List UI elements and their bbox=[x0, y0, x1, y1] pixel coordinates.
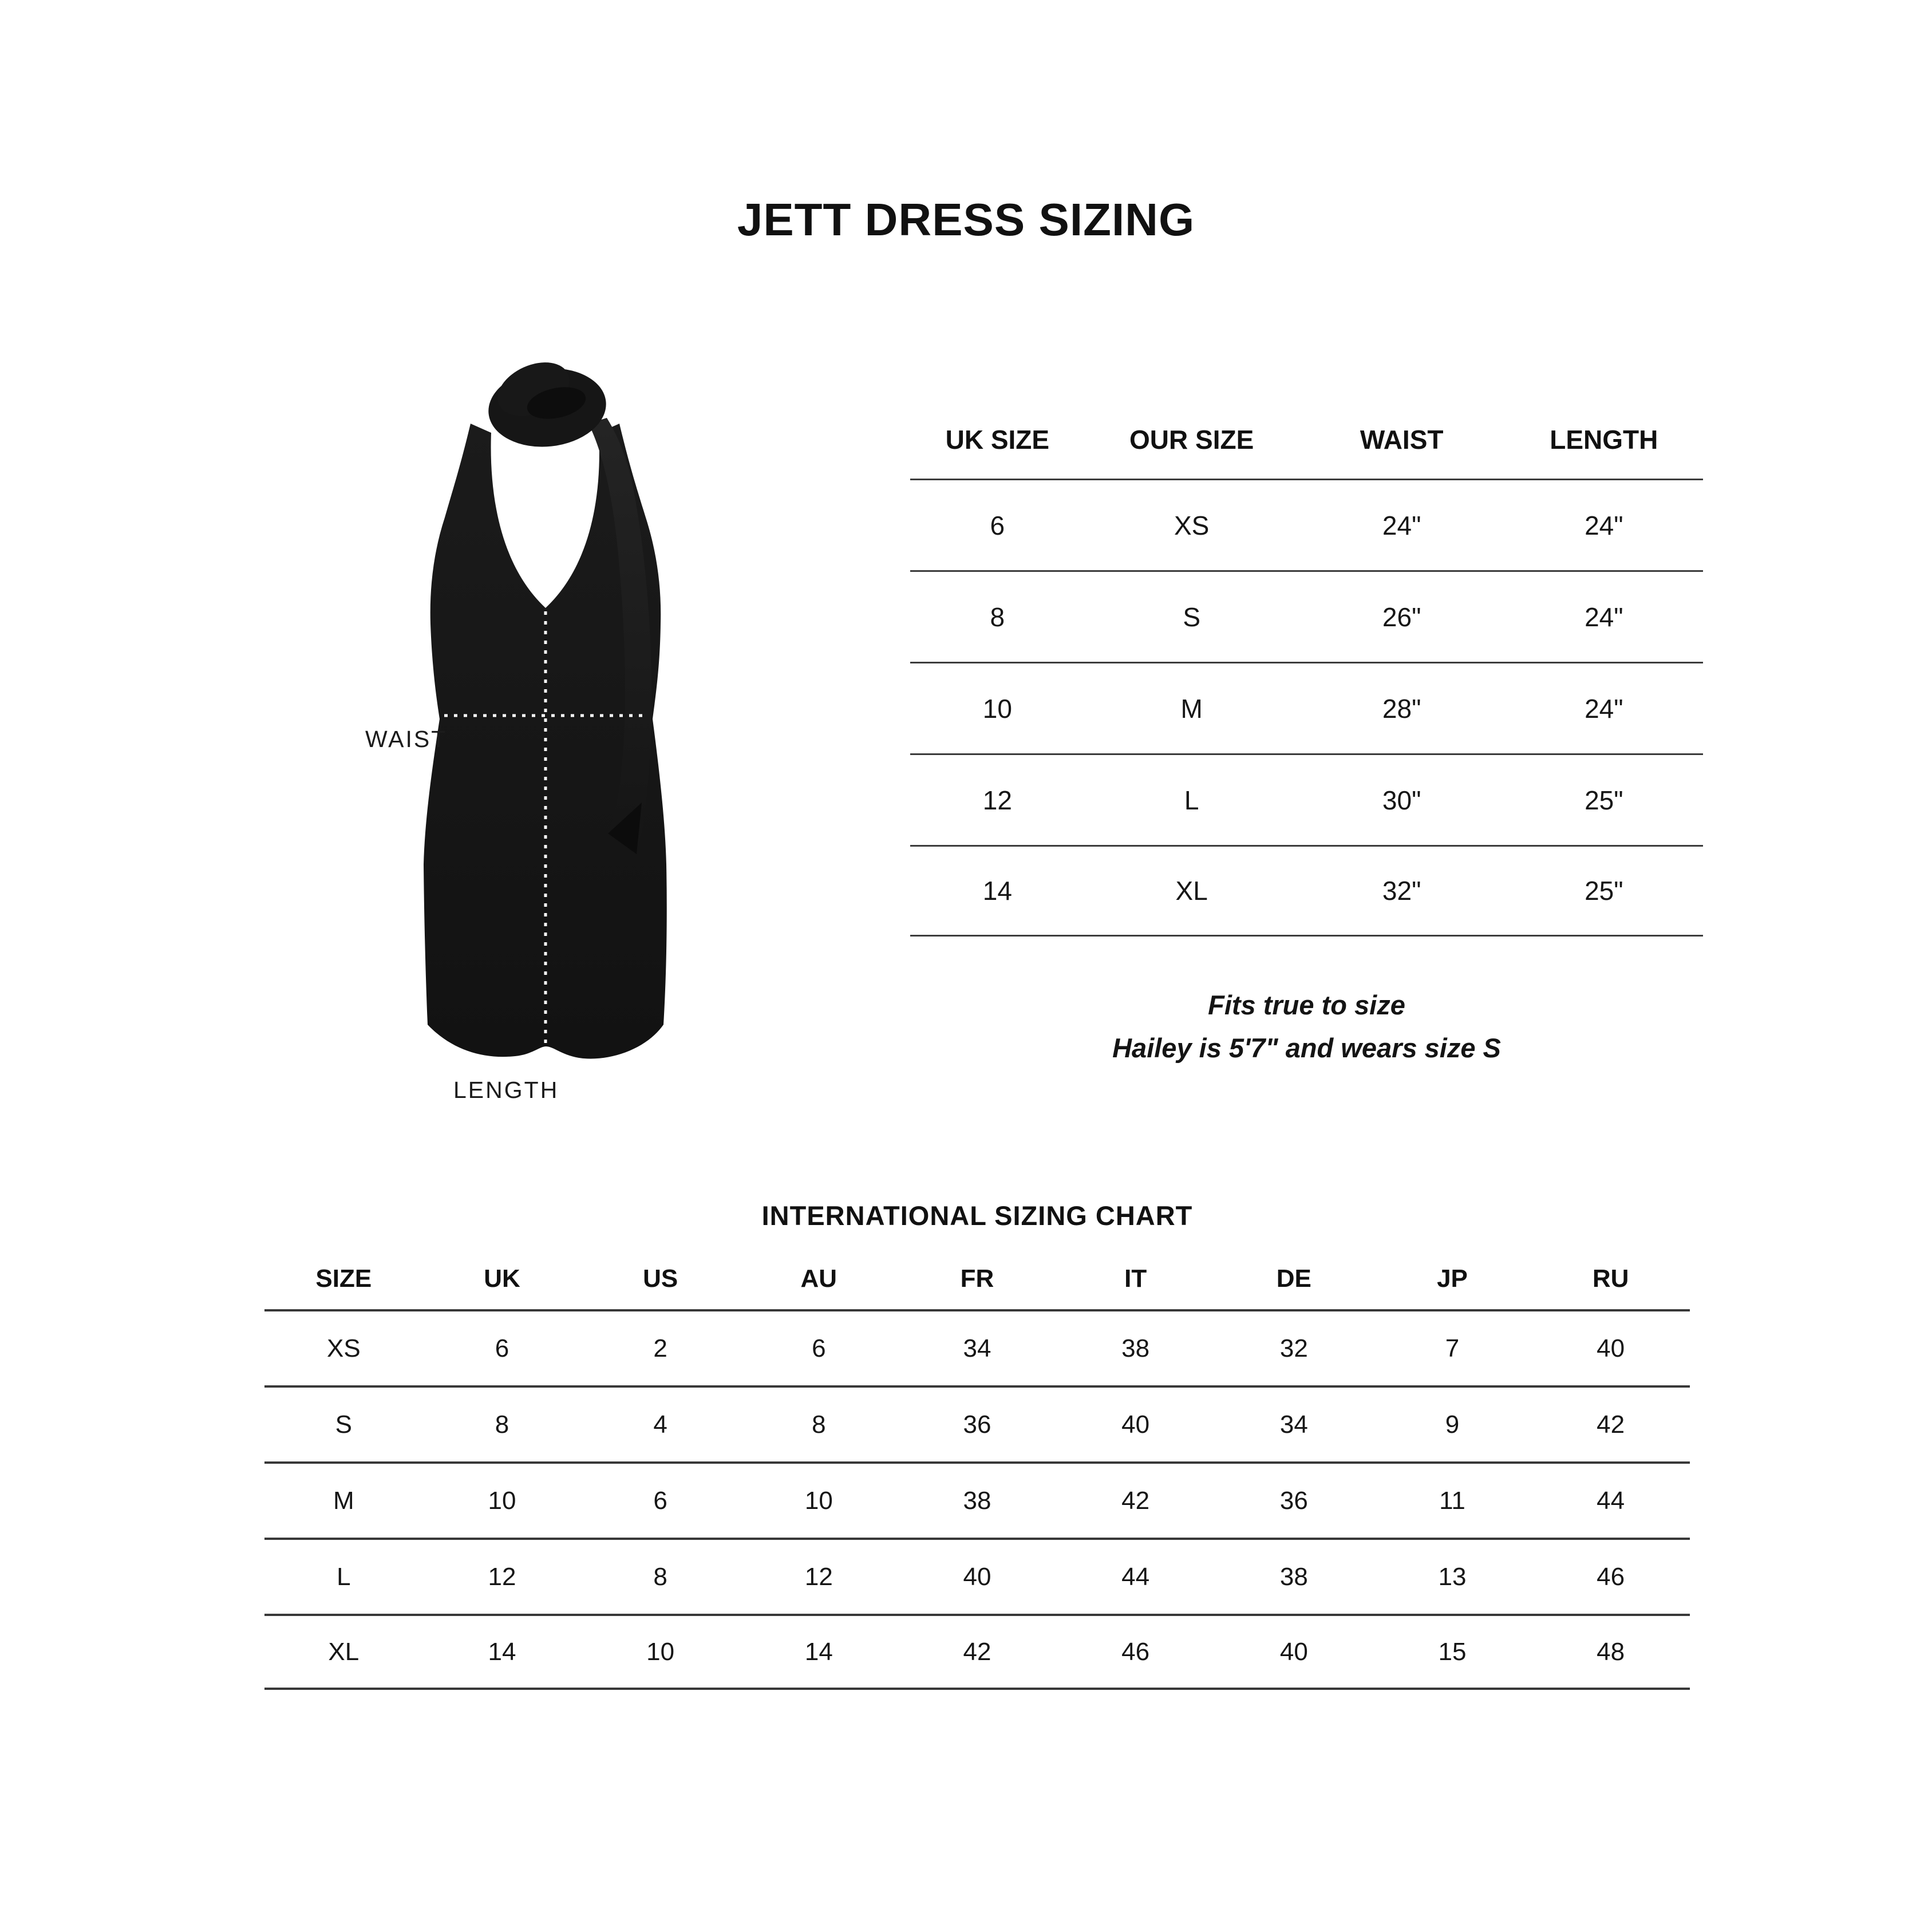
table-cell: 42 bbox=[1597, 1410, 1625, 1439]
table-cell: L bbox=[337, 1562, 351, 1591]
table-row bbox=[264, 1385, 1690, 1461]
table-cell: 40 bbox=[1121, 1410, 1150, 1439]
page-title: JETT DRESS SIZING bbox=[737, 194, 1195, 245]
table-cell: 38 bbox=[1121, 1334, 1150, 1362]
table-cell: 38 bbox=[963, 1486, 991, 1515]
size-table bbox=[910, 401, 1703, 937]
table-cell: 14 bbox=[804, 1637, 833, 1666]
table-cell: 34 bbox=[963, 1334, 991, 1362]
table-cell: 14 bbox=[488, 1637, 516, 1666]
table-cell: 40 bbox=[1279, 1637, 1308, 1666]
table-cell: 13 bbox=[1438, 1562, 1467, 1591]
table-cell: 40 bbox=[1597, 1334, 1625, 1362]
table-cell: 6 bbox=[653, 1486, 667, 1515]
column-header: LENGTH bbox=[1550, 425, 1658, 455]
table-cell: 12 bbox=[982, 785, 1012, 815]
table-cell: 10 bbox=[646, 1637, 675, 1666]
international-size-table bbox=[264, 1248, 1690, 1690]
table-cell: XS bbox=[1174, 510, 1210, 540]
table-cell: 12 bbox=[804, 1562, 833, 1591]
table-cell: 8 bbox=[812, 1410, 826, 1439]
table-cell: 10 bbox=[488, 1486, 516, 1515]
table-cell: 8 bbox=[495, 1410, 509, 1439]
column-header: UK bbox=[484, 1264, 520, 1293]
size-table-header-row bbox=[910, 401, 1703, 479]
international-chart-title: INTERNATIONAL SIZING CHART bbox=[761, 1200, 1193, 1231]
table-cell: 8 bbox=[990, 602, 1005, 632]
table-row bbox=[910, 845, 1703, 937]
column-header: IT bbox=[1124, 1264, 1147, 1293]
waist-label: WAIST bbox=[365, 726, 448, 752]
table-cell: 6 bbox=[495, 1334, 509, 1362]
table-cell: 11 bbox=[1439, 1486, 1465, 1515]
column-header: RU bbox=[1592, 1264, 1629, 1293]
table-cell: XL bbox=[1175, 876, 1208, 906]
table-row bbox=[910, 570, 1703, 662]
column-header: UK SIZE bbox=[945, 425, 1050, 455]
table-cell: 46 bbox=[1597, 1562, 1625, 1591]
table-cell: 25" bbox=[1585, 785, 1623, 815]
table-cell: 9 bbox=[1445, 1410, 1460, 1439]
fit-note bbox=[910, 983, 1703, 1069]
table-cell: 24" bbox=[1585, 510, 1623, 540]
table-cell: 8 bbox=[653, 1562, 667, 1591]
table-cell: XS bbox=[326, 1334, 361, 1362]
table-cell: XL bbox=[328, 1637, 359, 1666]
length-label: LENGTH bbox=[453, 1077, 559, 1103]
column-header: FR bbox=[960, 1264, 994, 1293]
table-row bbox=[910, 753, 1703, 845]
table-cell: 28" bbox=[1382, 693, 1421, 724]
table-row bbox=[264, 1309, 1690, 1385]
dress-measurement-diagram bbox=[343, 343, 773, 1145]
column-header: AU bbox=[800, 1264, 837, 1293]
table-cell: 24" bbox=[1382, 510, 1421, 540]
fit-note-line2: Hailey is 5'7" and wears size S bbox=[1112, 1033, 1501, 1063]
table-cell: 46 bbox=[1121, 1637, 1150, 1666]
table-cell: 4 bbox=[653, 1410, 667, 1439]
table-cell: 48 bbox=[1597, 1637, 1625, 1666]
table-cell: 38 bbox=[1279, 1562, 1308, 1591]
table-cell: M bbox=[333, 1486, 354, 1515]
table-cell: S bbox=[335, 1410, 352, 1439]
table-cell: 24" bbox=[1585, 693, 1623, 724]
table-cell: 42 bbox=[1121, 1486, 1150, 1515]
table-cell: 10 bbox=[804, 1486, 833, 1515]
column-header: WAIST bbox=[1360, 425, 1444, 455]
table-cell: 30" bbox=[1382, 785, 1421, 815]
table-cell: 25" bbox=[1585, 876, 1623, 906]
table-row bbox=[264, 1538, 1690, 1614]
table-cell: 42 bbox=[963, 1637, 991, 1666]
column-header: JP bbox=[1437, 1264, 1468, 1293]
table-cell: S bbox=[1183, 602, 1200, 632]
column-header: SIZE bbox=[315, 1264, 372, 1293]
table-row bbox=[910, 662, 1703, 753]
table-cell: 44 bbox=[1121, 1562, 1150, 1591]
table-cell: 32" bbox=[1382, 876, 1421, 906]
table-cell: 36 bbox=[963, 1410, 991, 1439]
fit-note-line1: Fits true to size bbox=[1208, 990, 1405, 1020]
table-cell: 40 bbox=[963, 1562, 991, 1591]
table-cell: 7 bbox=[1445, 1334, 1460, 1362]
table-cell: 6 bbox=[812, 1334, 826, 1362]
table-row bbox=[910, 479, 1703, 570]
table-cell: M bbox=[1180, 693, 1203, 724]
table-cell: 14 bbox=[982, 876, 1012, 906]
table-cell: 12 bbox=[488, 1562, 516, 1591]
table-cell: 15 bbox=[1438, 1637, 1467, 1666]
column-header: DE bbox=[1276, 1264, 1311, 1293]
table-row bbox=[264, 1461, 1690, 1538]
table-cell: 32 bbox=[1279, 1334, 1308, 1362]
table-cell: L bbox=[1184, 785, 1199, 815]
intl-table-header-row bbox=[264, 1248, 1690, 1309]
table-cell: 44 bbox=[1597, 1486, 1625, 1515]
table-cell: 24" bbox=[1585, 602, 1623, 632]
table-cell: 34 bbox=[1279, 1410, 1308, 1439]
table-cell: 10 bbox=[982, 693, 1012, 724]
table-cell: 2 bbox=[653, 1334, 667, 1362]
table-cell: 36 bbox=[1279, 1486, 1308, 1515]
table-row bbox=[264, 1614, 1690, 1690]
column-header: US bbox=[643, 1264, 678, 1293]
column-header: OUR SIZE bbox=[1129, 425, 1254, 455]
table-cell: 26" bbox=[1382, 602, 1421, 632]
table-cell: 6 bbox=[990, 510, 1005, 540]
